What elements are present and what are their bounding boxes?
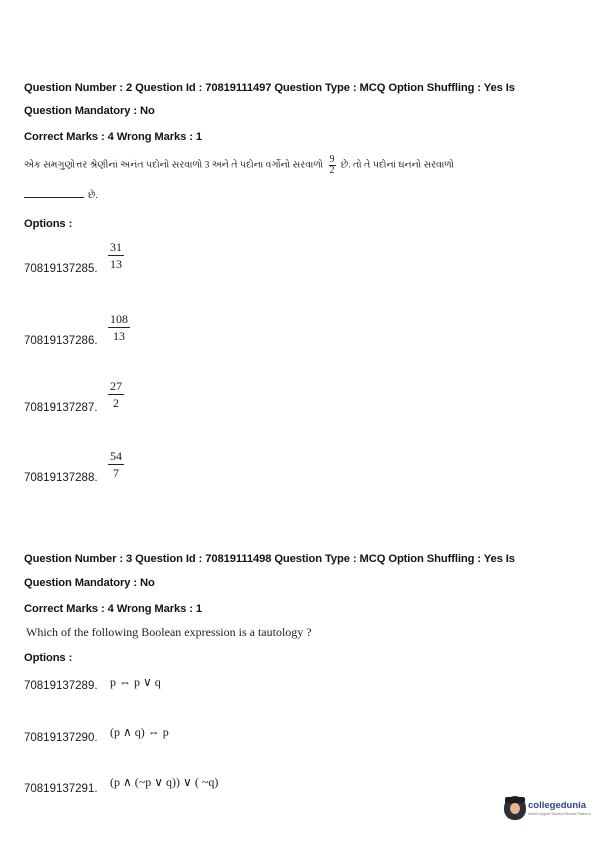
q3-options-label: Options : bbox=[24, 652, 73, 664]
q2-option-4-den: 7 bbox=[113, 466, 119, 480]
q2-option-3-num: 27 bbox=[110, 379, 122, 393]
q2-option-2-num: 108 bbox=[110, 312, 128, 326]
q2-option-1-num: 31 bbox=[110, 240, 122, 254]
q2-option-3-fraction[interactable] bbox=[108, 379, 124, 410]
graduate-mascot-icon bbox=[504, 796, 526, 820]
q2-question-line2 bbox=[24, 190, 98, 201]
q3-option-1-expr[interactable]: p ⇔ p ∨ q bbox=[110, 675, 161, 689]
q2-inline-frac-den: 2 bbox=[329, 165, 335, 176]
q3-option-3-expr[interactable]: (p ∧ (~p ∨ q)) ∨ ( ~q) bbox=[110, 775, 219, 789]
logo-tagline: India's largest Student Review Platform bbox=[528, 812, 591, 816]
q2-header-line1: Question Number : 2 Question Id : 70819111497 Question Type : MCQ Option Shuffling : Yes Is bbox=[24, 82, 515, 94]
q2-text-part2: છે. તો તે પદોનાં ઘનનો સરવાળો bbox=[340, 160, 455, 171]
answer-blank bbox=[24, 197, 84, 198]
q3-option-2-expr[interactable]: (p ∧ q) ⇔ p bbox=[110, 725, 169, 739]
q2-option-3-id[interactable]: 70819137287. bbox=[24, 402, 98, 414]
q2-question-text bbox=[24, 155, 454, 176]
q2-inline-fraction bbox=[329, 155, 336, 176]
q2-option-2-id[interactable]: 70819137286. bbox=[24, 335, 98, 347]
q2-options-label: Options : bbox=[24, 218, 73, 230]
q2-option-4-fraction[interactable] bbox=[108, 449, 124, 480]
q2-option-4-id[interactable]: 70819137288. bbox=[24, 472, 98, 484]
q2-option-1-fraction[interactable] bbox=[108, 240, 124, 271]
q3-option-3-id[interactable]: 70819137291. bbox=[24, 783, 98, 795]
q2-option-1-id[interactable]: 70819137285. bbox=[24, 263, 98, 275]
q3-option-2-id[interactable]: 70819137290. bbox=[24, 732, 98, 744]
q3-header-line2: Question Mandatory : No bbox=[24, 577, 155, 589]
q2-inline-frac-num: 9 bbox=[329, 154, 335, 165]
q2-option-2-den: 13 bbox=[113, 329, 125, 343]
q3-marks: Correct Marks : 4 Wrong Marks : 1 bbox=[24, 603, 203, 615]
q2-text-part1: એક સમગુણોત્તર શ્રેણીનાં અનંત પદોનો સરવાળો 3 અને તે પદોના વર્ગોનો સરવાળો bbox=[24, 160, 324, 171]
q3-header-line1: Question Number : 3 Question Id : 70819111498 Question Type : MCQ Option Shuffling : Yes Is bbox=[24, 553, 515, 565]
q3-option-1-id[interactable]: 70819137289. bbox=[24, 680, 98, 692]
q2-header-line2: Question Mandatory : No bbox=[24, 105, 155, 117]
q2-option-3-den: 2 bbox=[113, 396, 119, 410]
q2-option-1-den: 13 bbox=[110, 257, 122, 271]
q3-question-text: Which of the following Boolean expression is a tautology ? bbox=[26, 625, 312, 639]
q2-text-line2: છે. bbox=[88, 191, 98, 201]
q2-marks: Correct Marks : 4 Wrong Marks : 1 bbox=[24, 131, 203, 143]
collegedunia-logo bbox=[504, 796, 589, 826]
logo-name: collegedunia bbox=[528, 800, 587, 811]
q2-option-2-fraction[interactable] bbox=[108, 312, 130, 343]
q2-option-4-num: 54 bbox=[110, 449, 122, 463]
